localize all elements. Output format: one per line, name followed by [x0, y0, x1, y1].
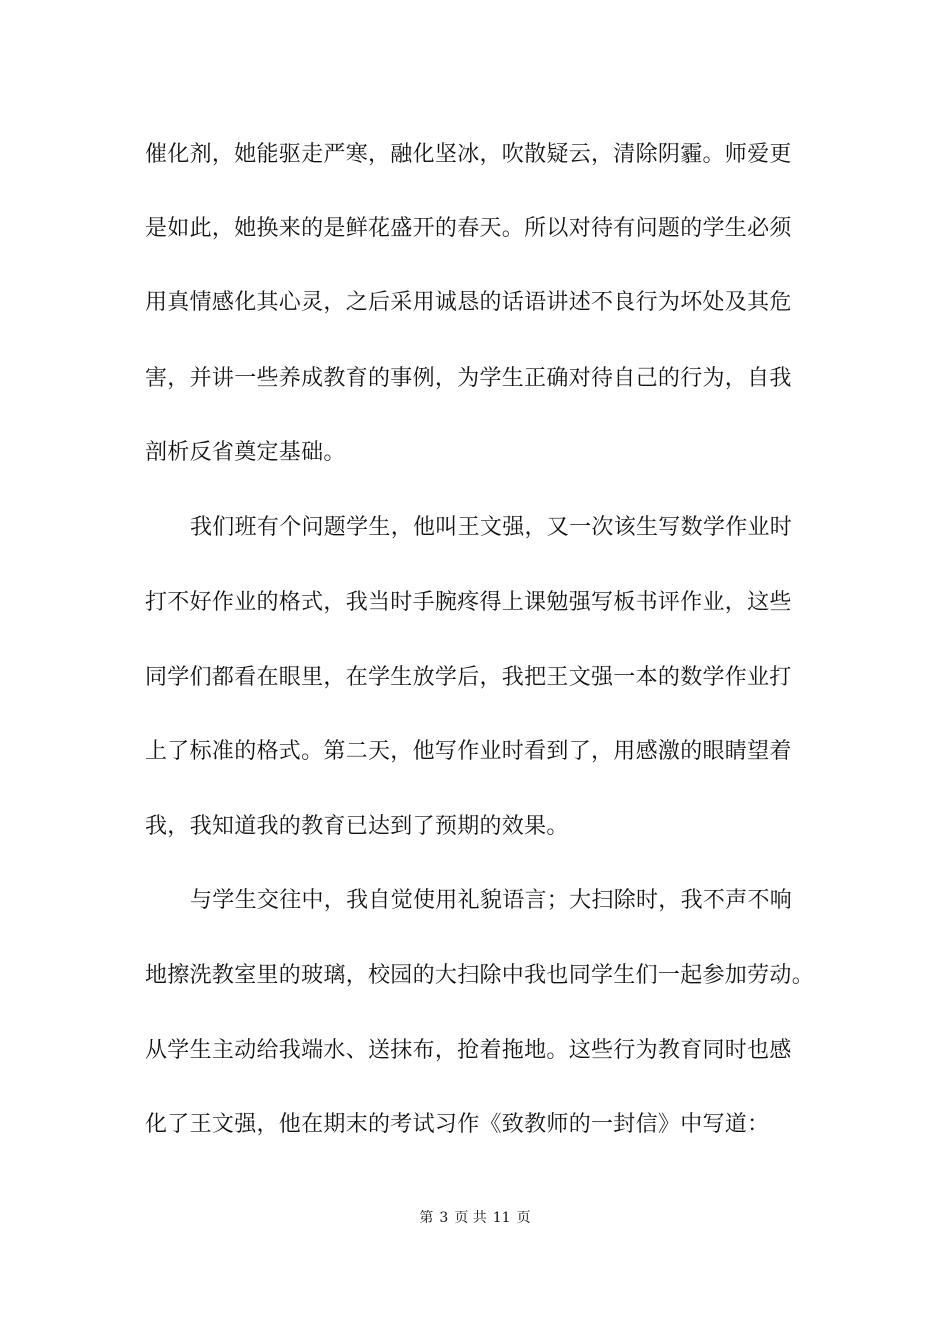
paragraph-2-line-2: 打不好作业的格式，我当时手腕疼得上课勉强写板书评作业，这些: [145, 590, 792, 615]
paragraph-2-line-5: 我，我知道我的教育已达到了预期的效果。: [145, 814, 569, 839]
footer-current-page: 3: [439, 1210, 449, 1226]
paragraph-1-line-5: 剖析反省奠定基础。: [145, 440, 346, 465]
paragraph-1-line-3: 用真情感化其心灵，之后采用诚恳的话语讲述不良行为坏处及其危: [145, 290, 792, 315]
paragraph-1-line-4: 害，并讲一些养成教育的事例，为学生正确对待自己的行为，自我: [145, 366, 792, 391]
paragraph-2-line-4: 上了标准的格式。第二天，他写作业时看到了，用感激的眼睛望着: [145, 739, 792, 764]
page-footer: [0, 1208, 950, 1228]
paragraph-3-line-2: 地擦洗教室里的玻璃，校园的大扫除中我也同学生们一起参加劳动。: [145, 963, 815, 988]
paragraph-3-line-3: 从学生主动给我端水、送抹布，抢着拖地。这些行为教育同时也感: [145, 1038, 792, 1063]
paragraph-1-line-1: 催化剂，她能驱走严寒，融化坚冰，吹散疑云，清除阴霾。师爱更: [145, 142, 792, 167]
paragraph-1-line-2: 是如此，她换来的是鲜花盛开的春天。所以对待有问题的学生必须: [145, 216, 792, 241]
footer-middle: 页 共: [454, 1210, 487, 1226]
footer-suffix: 页: [516, 1210, 531, 1226]
paragraph-2-line-1: 我们班有个问题学生，他叫王文强，又一次该生写数学作业时: [190, 515, 793, 540]
paragraph-2-line-3: 同学们都看在眼里，在学生放学后，我把王文强一本的数学作业打: [145, 665, 792, 690]
paragraph-3-line-1: 与学生交往中，我自觉使用礼貌语言；大扫除时，我不声不响: [190, 888, 793, 913]
footer-prefix: 第: [419, 1210, 434, 1226]
paragraph-3-line-4: 化了王文强，他在期末的考试习作《致教师的一封信》中写道：: [145, 1112, 770, 1137]
footer-total-pages: 11: [492, 1210, 511, 1226]
